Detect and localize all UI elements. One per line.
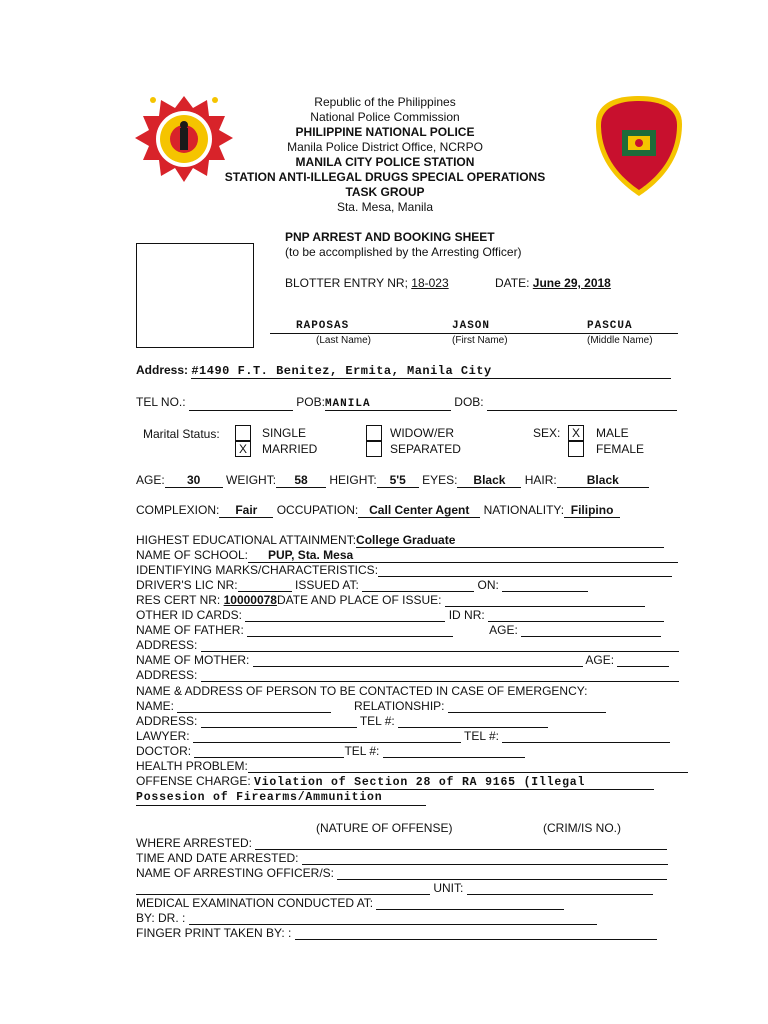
crim-label: (CRIM/IS NO.) bbox=[543, 821, 621, 835]
address-label: Address: bbox=[136, 363, 189, 377]
date-row bbox=[495, 276, 611, 290]
offense-line-1: Violation of Section 28 of RA 9165 (Illegal bbox=[254, 776, 654, 790]
sex-label: SEX: bbox=[533, 426, 561, 440]
finger-field[interactable] bbox=[295, 926, 657, 940]
time-row bbox=[136, 851, 668, 865]
middle-name-label: (Middle Name) bbox=[587, 335, 653, 346]
emergency-address-label: ADDRESS: bbox=[136, 714, 198, 728]
lawyer-label: LAWYER: bbox=[136, 729, 190, 743]
name-line bbox=[270, 333, 678, 334]
header-saidsotg: STATION ANTI-ILLEGAL DRUGS SPECIAL OPERATIONS bbox=[224, 170, 546, 184]
weight-label: WEIGHT: bbox=[226, 473, 277, 487]
header-location: Sta. Mesa, Manila bbox=[336, 200, 434, 214]
tel-row bbox=[136, 395, 677, 411]
officers-field-2[interactable] bbox=[136, 881, 430, 895]
emergency-tel-field[interactable] bbox=[398, 714, 548, 728]
relationship-field[interactable] bbox=[448, 699, 606, 713]
doctor-field[interactable] bbox=[194, 744, 344, 758]
age-value: 30 bbox=[165, 473, 223, 488]
doctor-tel-label: TEL #: bbox=[344, 744, 380, 758]
date-place-label: DATE AND PLACE OF ISSUE: bbox=[276, 593, 442, 607]
unit-row bbox=[136, 881, 653, 895]
time-label: TIME AND DATE ARRESTED: bbox=[136, 851, 299, 865]
offense-line-2: Possesion of Firearms/Ammunition bbox=[136, 791, 383, 804]
photo-box bbox=[136, 243, 254, 348]
marks-row bbox=[136, 563, 672, 577]
emergency-name-field[interactable] bbox=[177, 699, 331, 713]
officers-field[interactable] bbox=[337, 866, 667, 880]
by-dr-field[interactable] bbox=[189, 911, 597, 925]
license-field[interactable] bbox=[238, 578, 292, 592]
offense-line-2-rule bbox=[136, 805, 426, 806]
id-nr-field[interactable] bbox=[488, 608, 664, 622]
header-pnp: PHILIPPINE NATIONAL POLICE bbox=[295, 125, 475, 139]
on-field[interactable] bbox=[502, 578, 588, 592]
header-block bbox=[190, 95, 580, 215]
lawyer-row bbox=[136, 729, 670, 743]
where-field[interactable] bbox=[255, 836, 667, 850]
manilas-finest-badge-logo bbox=[594, 94, 684, 201]
emergency-name-row bbox=[136, 699, 606, 713]
header-task-group: TASK GROUP bbox=[345, 185, 425, 199]
issued-at-label: ISSUED AT: bbox=[295, 578, 359, 592]
father-row bbox=[136, 623, 661, 637]
eyes-value: Black bbox=[457, 473, 521, 488]
time-field[interactable] bbox=[302, 851, 668, 865]
education-label: HIGHEST EDUCATIONAL ATTAINMENT: bbox=[136, 533, 357, 547]
father-field[interactable] bbox=[247, 623, 453, 637]
father-label: NAME OF FATHER: bbox=[136, 623, 244, 637]
emergency-address-field[interactable] bbox=[201, 714, 357, 728]
medical-label: MEDICAL EXAMINATION CONDUCTED AT: bbox=[136, 896, 374, 910]
age-label: AGE: bbox=[136, 473, 165, 487]
lawyer-tel-label: TEL #: bbox=[464, 729, 499, 743]
mother-address-label: ADDRESS: bbox=[136, 668, 198, 682]
eyes-label: EYES: bbox=[422, 473, 458, 487]
single-checkbox[interactable] bbox=[235, 425, 251, 441]
separated-checkbox[interactable] bbox=[366, 441, 382, 457]
emergency-label: NAME & ADDRESS OF PERSON TO BE CONTACTED IN CASE OF EMERGENCY: bbox=[136, 684, 588, 698]
res-cert-label: RES CERT NR: bbox=[136, 593, 221, 607]
mother-age-field[interactable] bbox=[617, 653, 669, 667]
occupation-value: Call Center Agent bbox=[358, 503, 480, 518]
emergency-address-row bbox=[136, 714, 548, 728]
nationality-label: NATIONALITY: bbox=[483, 503, 565, 517]
unit-label: UNIT: bbox=[433, 881, 464, 895]
last-name-value: RAPOSAS bbox=[296, 320, 350, 332]
lawyer-field[interactable] bbox=[193, 729, 461, 743]
header-napolcom: National Police Commission bbox=[310, 110, 460, 124]
dob-label: DOB: bbox=[454, 395, 484, 409]
widow-label: WIDOW/ER bbox=[390, 426, 454, 440]
res-cert-value: 10000078 bbox=[223, 593, 277, 607]
health-field[interactable] bbox=[248, 759, 688, 773]
header-district: Manila Police District Office, NCRPO bbox=[287, 140, 483, 154]
male-checkbox[interactable]: X bbox=[568, 425, 584, 441]
where-row bbox=[136, 836, 667, 850]
nationality-value: Filipino bbox=[564, 503, 620, 518]
res-cert-row bbox=[136, 593, 645, 607]
separated-label: SEPARATED bbox=[390, 442, 461, 456]
single-label: SINGLE bbox=[262, 426, 307, 440]
finger-label: FINGER PRINT TAKEN BY: : bbox=[136, 926, 292, 940]
health-label: HEALTH PROBLEM: bbox=[136, 759, 248, 773]
married-label: MARRIED bbox=[262, 442, 318, 456]
date-label: DATE: bbox=[495, 276, 530, 290]
occupation-label: OCCUPATION: bbox=[276, 503, 359, 517]
emergency-tel-label: TEL #: bbox=[359, 714, 395, 728]
first-name-label: (First Name) bbox=[452, 335, 508, 346]
other-id-field[interactable] bbox=[245, 608, 445, 622]
middle-name-value: PASCUA bbox=[587, 320, 633, 332]
weight-value: 58 bbox=[276, 473, 326, 488]
male-label: MALE bbox=[596, 426, 629, 440]
tel-field[interactable] bbox=[189, 397, 293, 411]
school-label: NAME OF SCHOOL: bbox=[136, 548, 249, 562]
complexion-row bbox=[136, 503, 620, 518]
education-row bbox=[136, 533, 664, 548]
last-name-label: (Last Name) bbox=[316, 335, 372, 346]
female-label: FEMALE bbox=[596, 442, 645, 456]
complexion-label: COMPLEXION: bbox=[136, 503, 220, 517]
blotter-label: BLOTTER ENTRY NR; bbox=[285, 276, 408, 290]
school-row bbox=[136, 548, 678, 563]
doctor-label: DOCTOR: bbox=[136, 744, 192, 758]
blotter-row bbox=[285, 276, 449, 290]
emergency-name-label: NAME: bbox=[136, 699, 175, 713]
pob-value: MANILA bbox=[325, 398, 451, 411]
unit-field[interactable] bbox=[467, 881, 653, 895]
officers-label: NAME OF ARRESTING OFFICER/S: bbox=[136, 866, 335, 880]
married-checkbox[interactable]: X bbox=[235, 441, 251, 457]
relationship-label: RELATIONSHIP: bbox=[354, 699, 445, 713]
hair-label: HAIR: bbox=[524, 473, 557, 487]
other-id-label: OTHER ID CARDS: bbox=[136, 608, 243, 622]
father-address-field[interactable] bbox=[201, 638, 679, 652]
on-label: ON: bbox=[477, 578, 499, 592]
height-label: HEIGHT: bbox=[329, 473, 377, 487]
school-value: PUP, Sta. Mesa bbox=[248, 548, 678, 563]
father-address-row bbox=[136, 638, 679, 652]
marks-field[interactable] bbox=[378, 563, 672, 577]
mother-address-field[interactable] bbox=[201, 668, 679, 682]
by-dr-row bbox=[136, 911, 597, 925]
lawyer-tel-field[interactable] bbox=[502, 729, 670, 743]
mother-field[interactable] bbox=[253, 653, 583, 667]
medical-field[interactable] bbox=[376, 896, 564, 910]
address-value: #1490 F.T. Benitez, Ermita, Manila City bbox=[191, 364, 671, 379]
mother-label: NAME OF MOTHER: bbox=[136, 653, 250, 667]
father-age-field[interactable] bbox=[521, 623, 661, 637]
health-row bbox=[136, 759, 688, 773]
address-row bbox=[136, 363, 671, 379]
license-row bbox=[136, 578, 588, 592]
first-name-value: JASON bbox=[452, 320, 491, 332]
medical-row bbox=[136, 896, 564, 910]
physical-row bbox=[136, 473, 649, 488]
offense-label: OFFENSE CHARGE: bbox=[136, 774, 251, 788]
dob-field[interactable] bbox=[487, 397, 677, 411]
date-value: June 29, 2018 bbox=[532, 276, 611, 290]
height-value: 5'5 bbox=[377, 473, 419, 488]
nature-label: (NATURE OF OFFENSE) bbox=[316, 821, 453, 835]
marital-label: Marital Status: bbox=[143, 427, 220, 441]
complexion-value: Fair bbox=[219, 503, 273, 518]
widow-checkbox[interactable] bbox=[366, 425, 382, 441]
mother-row bbox=[136, 653, 669, 667]
date-place-field[interactable] bbox=[445, 593, 645, 607]
doctor-row bbox=[136, 744, 525, 758]
where-label: WHERE ARRESTED: bbox=[136, 836, 253, 850]
offense-row bbox=[136, 774, 654, 790]
other-id-row bbox=[136, 608, 664, 622]
doctor-tel-field[interactable] bbox=[383, 744, 525, 758]
sheet-title: PNP ARREST AND BOOKING SHEET bbox=[285, 230, 495, 244]
blotter-value: 18-023 bbox=[411, 276, 449, 290]
sheet-subtitle: (to be accomplished by the Arresting Officer) bbox=[285, 245, 522, 259]
mother-address-row bbox=[136, 668, 679, 682]
license-label: DRIVER'S LIC NR: bbox=[136, 578, 238, 592]
education-value: College Graduate bbox=[356, 533, 664, 548]
id-nr-label: ID NR: bbox=[448, 608, 485, 622]
issued-at-field[interactable] bbox=[362, 578, 474, 592]
female-checkbox[interactable] bbox=[568, 441, 584, 457]
header-republic: Republic of the Philippines bbox=[314, 95, 456, 109]
by-dr-label: BY: DR. : bbox=[136, 911, 186, 925]
mother-age-label: AGE: bbox=[585, 653, 615, 667]
marks-label: IDENTIFYING MARKS/CHARACTERISTICS: bbox=[136, 563, 379, 577]
finger-row bbox=[136, 926, 657, 940]
father-age-label: AGE: bbox=[489, 623, 518, 637]
hair-value: Black bbox=[557, 473, 649, 488]
header-station: MANILA CITY POLICE STATION bbox=[295, 155, 475, 169]
father-address-label: ADDRESS: bbox=[136, 638, 198, 652]
pob-label: POB: bbox=[296, 395, 325, 409]
officers-row bbox=[136, 866, 667, 880]
tel-label: TEL NO.: bbox=[136, 395, 186, 409]
